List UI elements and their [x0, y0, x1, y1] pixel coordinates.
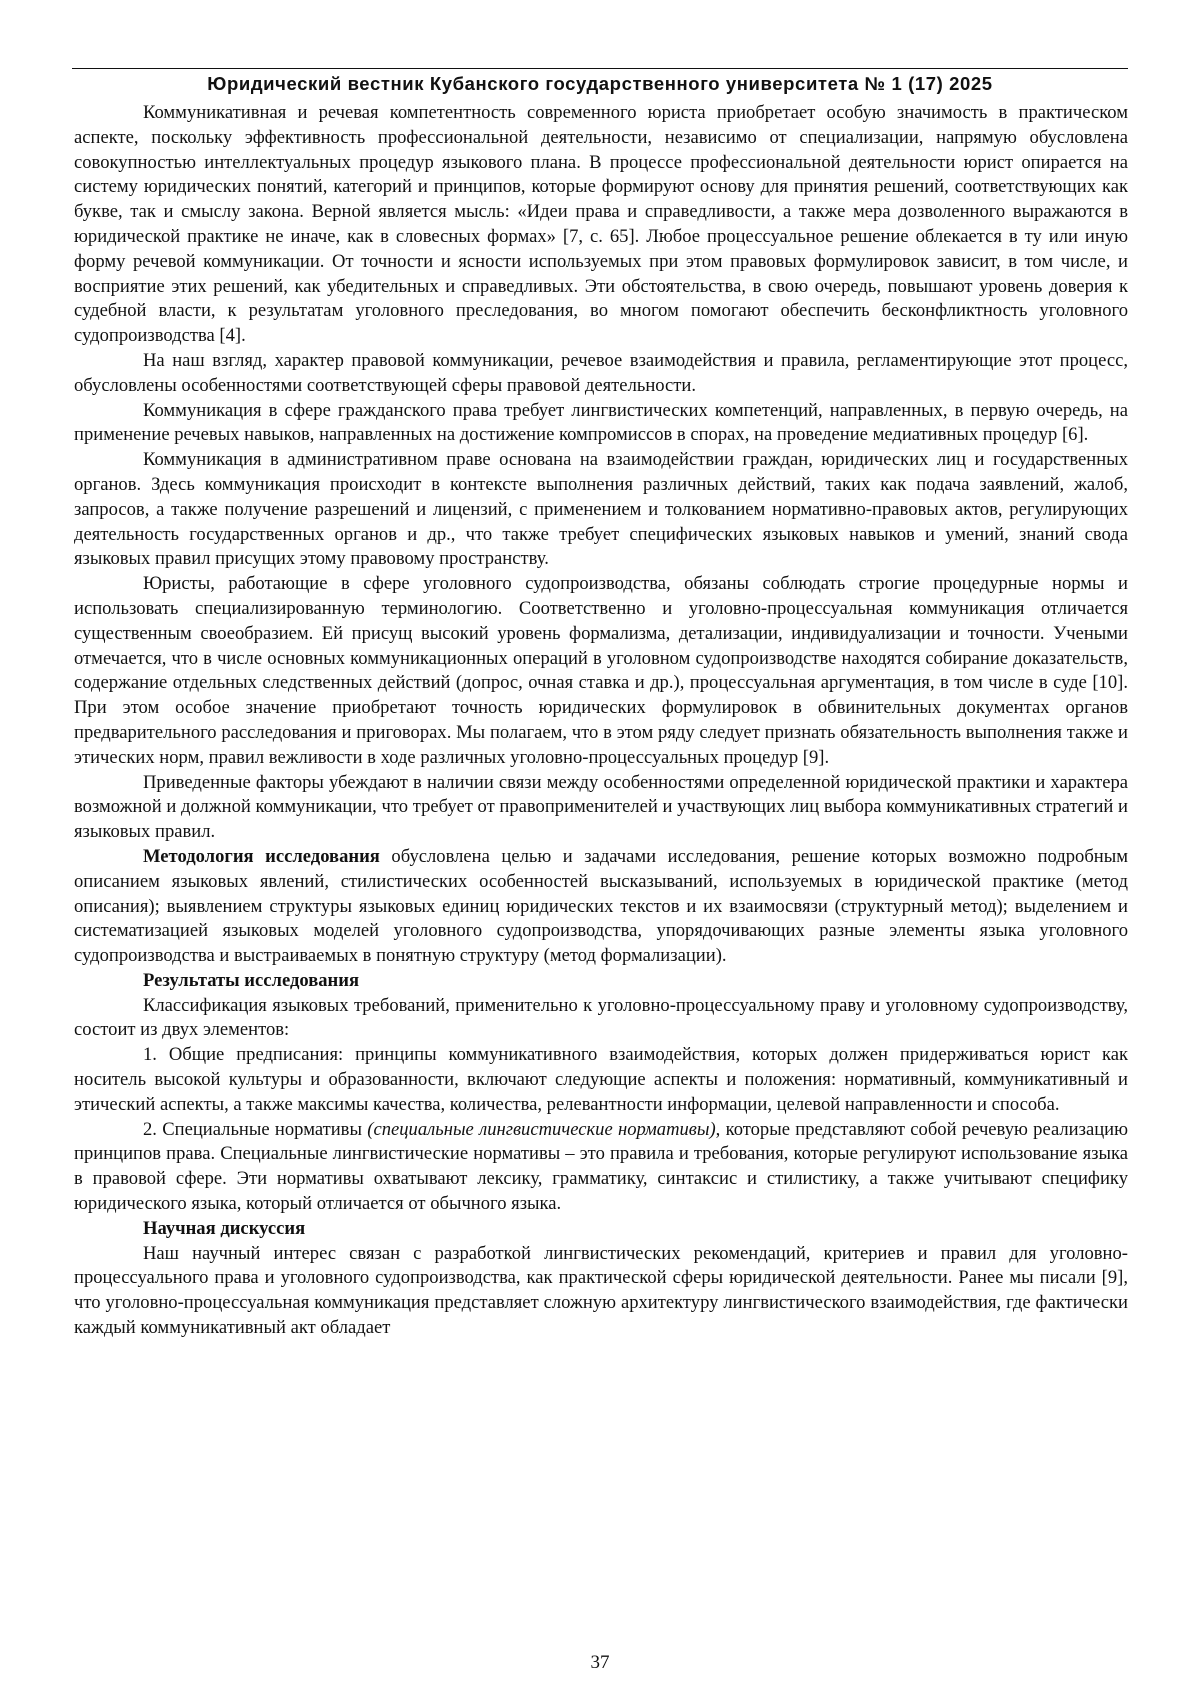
paragraph-classification: Классификация языковых требований, применительно к уголовно-процессуальному праву и уголовному судопроизводству, состоит из двух элементов: — [74, 994, 1128, 1044]
running-header: Юридический вестник Кубанского государственного университета № 1 (17) 2025 — [72, 68, 1128, 98]
paragraph-criminal-procedure: Юристы, работающие в сфере уголовного судопроизводства, обязаны соблюдать строгие процедурные нормы и использовать специализированную терминологию. Соответственно и уголовно-процессуальная коммуникация отличается существенным своеобразием. Ей присущ высокий уровень формализма, детализации, индивидуализации и точности. Учеными отмечается, что в числе основных коммуникационных операций в уголовном судопроизводстве находятся собирание доказательств, содержание отдельных следственных действий (допрос, очная ставка и др.), процессуальная аргументация, в том числе в суде [10]. При этом особое значение приобретают точность юридических формулировок в обвинительных документах органов предварительного расследования и приговорах. Мы полагаем, что в этом ряду следует признать обязательность выполнения также и этических норм, правил вежливости в ходе различных уголовно-процессуальных процедур [9]. — [74, 572, 1128, 770]
paragraph-special-norms — [74, 1118, 1128, 1217]
page-number: 37 — [0, 1652, 1200, 1674]
discussion-heading: Научная дискуссия — [74, 1217, 1128, 1242]
paragraph-view: На наш взгляд, характер правовой коммуникации, речевое взаимодействия и правила, регламентирующие этот процесс, обусловлены особенностями соответствующей сферы правовой деятельности. — [74, 349, 1128, 399]
paragraph-administrative-law: Коммуникация в административном праве основана на взаимодействии граждан, юридических лиц и государственных органов. Здесь коммуникация происходит в контексте выполнения различных действий, таких как подача заявлений, жалоб, запросов, а также получение разрешений и лицензий, с применением и толкованием нормативно-правовых актов, регулирующих деятельность государственных органов и др., что также требует специфических языковых навыков и умений, знаний свода языковых правил присущих этому правовому пространству. — [74, 448, 1128, 572]
methodology-heading: Методология исследования — [143, 846, 380, 867]
paragraph-factors: Приведенные факторы убеждают в наличии связи между особенностями определенной юридической практики и характера возможной и должной коммуникации, что требует от правоприменителей и участвующих лиц выбора коммуникативных стратегий и языковых правил. — [74, 771, 1128, 845]
paragraph-discussion: Наш научный интерес связан с разработкой лингвистических рекомендаций, критериев и правил для уголовно-процессуального права и уголовного судопроизводства, как практической сферы юридической деятельности. Ранее мы писали [9], что уголовно-процессуальная коммуникация представляет сложную архитектуру лингвистического взаимодействия, где фактически каждый коммуникативный акт обладает — [74, 1242, 1128, 1341]
special-norms-text: , которые представляют собой речевую реализацию принципов права. Специальные лингвистические нормативы – это правила и требования, которые регулируют использование языка в правовой сфере. Эти нормативы охватывают лексику, грамматику, синтаксис и стилистику, а также учитывают специфику юридического языка, который отличается от обычного языка. — [74, 1119, 1128, 1214]
paragraph-methodology — [74, 845, 1128, 969]
results-heading: Результаты исследования — [74, 969, 1128, 994]
paragraph-competence: Коммуникативная и речевая компетентность современного юриста приобретает особую значимость в практическом аспекте, поскольку эффективность профессиональной деятельности, независимо от специализации, напрямую обусловлена совокупностью интеллектуальных процедур языкового плана. В процессе профессиональной деятельности юрист опирается на систему юридических понятий, категорий и принципов, которые формируют основу для принятия решений, соответствующих как букве, так и смыслу закона. Верной является мысль: «Идеи права и справедливости, а также мера дозволенного выражаются в юридической практике не иначе, как в словесных формах» [7, с. 65]. Любое процессуальное решение облекается в ту или иную форму речевой коммуникации. От точности и ясности используемых при этом правовых формулировок зависит, в том числе, и восприятие этих решений, как убедительных и справедливых. Эти обстоятельства, в свою очередь, повышают уровень доверия к судебной власти, к результатам уголовного преследования, во многом помогают обеспечить бесконфликтность уголовного судопроизводства [4]. — [74, 101, 1128, 349]
paragraph-civil-law: Коммуникация в сфере гражданского права требует лингвистических компетенций, направленных, в первую очередь, на применение речевых навыков, направленных на достижение компромиссов в спорах, на проведение медиативных процедур [6]. — [74, 399, 1128, 449]
special-norms-italic: (специальные лингвистические нормативы) — [367, 1119, 715, 1140]
paragraph-general-rules: 1. Общие предписания: принципы коммуникативного взаимодействия, которых должен придерживаться юрист как носитель высокой культуры и образованности, включают следующие аспекты и положения: нормативный, коммуникативный и этический аспекты, а также максимы качества, количества, релевантности информации, целевой направленности и способа. — [74, 1043, 1128, 1117]
journal-page — [0, 0, 1200, 1697]
special-norms-lead: 2. Специальные нормативы — [143, 1119, 367, 1140]
article-body — [74, 101, 1128, 1341]
methodology-text: обусловлена целью и задачами исследования, решение которых возможно подробным описанием языковых явлений, стилистических особенностей высказываний, используемых в юридической практике (метод описания); выявлением структуры языковых единиц юридических текстов и их взаимосвязи (структурный метод); выделением и систематизацией языковых моделей уголовного судопроизводства, упорядочивающих разные элементы языка уголовного судопроизводства и выстраиваемых в понятную структуру (метод формализации). — [74, 846, 1128, 966]
